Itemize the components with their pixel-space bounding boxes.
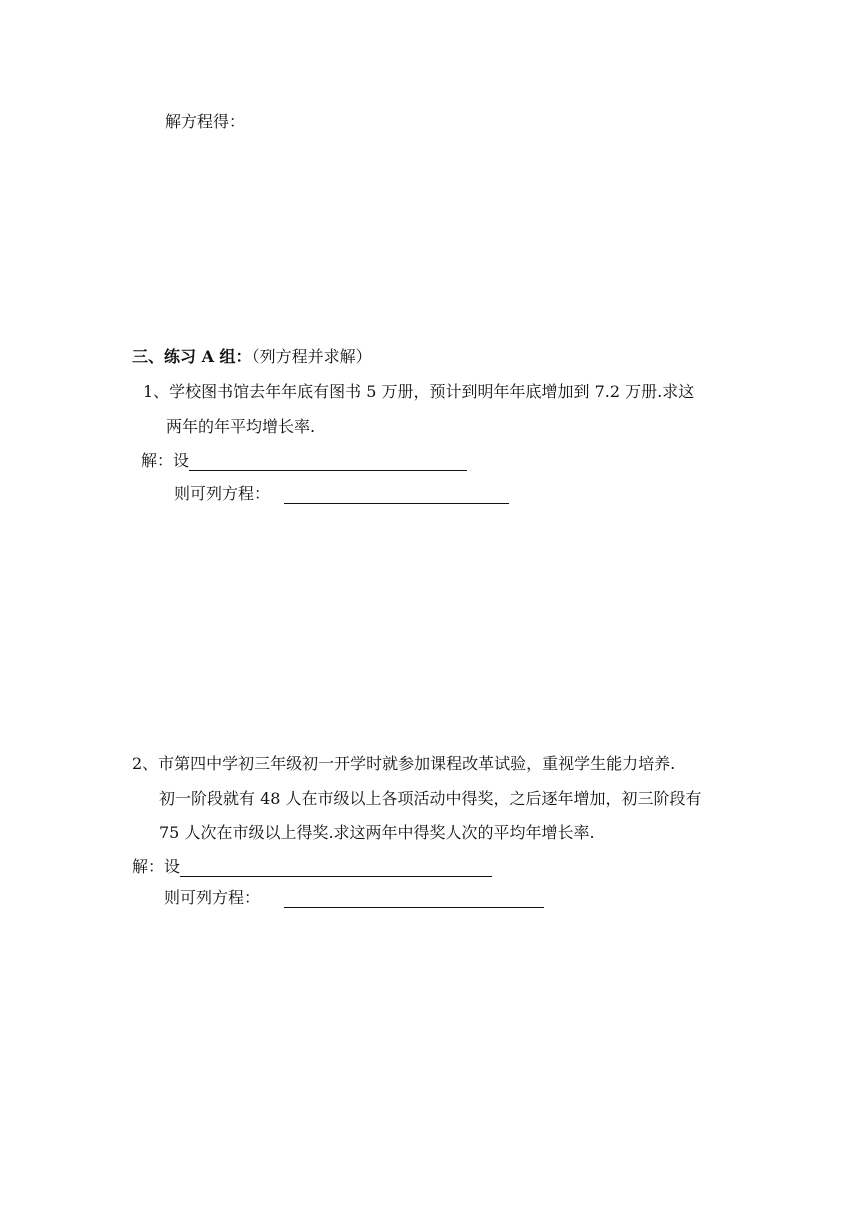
problem-2-line-2: 初一阶段就有 48 人在市级以上各项活动中得奖，之后逐年增加，初三阶段有 — [159, 789, 702, 808]
problem-2-line-3: 75 人次在市级以上得奖.求这两年中得奖人次的平均年增长率. — [159, 823, 595, 842]
section-title: 三、练习 A 组： — [132, 347, 252, 366]
problem-2-let-row — [132, 857, 492, 877]
problem-1-let-row — [141, 451, 467, 471]
problem-1-equation-row — [174, 484, 509, 504]
section-heading — [132, 347, 372, 367]
problem-2-equation-label: 则可列方程： — [164, 888, 261, 907]
problem-1-let-blank[interactable] — [189, 454, 467, 471]
problem-2-equation-blank[interactable] — [284, 891, 544, 908]
problem-1-line-1: 1、学校图书馆去年年底有图书 5 万册，预计到明年年底增加到 7.2 万册.求这 — [143, 382, 695, 401]
problem-2-let-label: 解：设 — [132, 857, 181, 876]
problem-2-line-1: 2、市第四中学初三年级初一开学时就参加课程改革试验，重视学生能力培养. — [132, 754, 676, 773]
problem-1-line-2: 两年的年平均增长率. — [166, 417, 316, 436]
problem-1-let-label: 解：设 — [141, 451, 190, 470]
problem-2-equation-row — [164, 888, 544, 908]
solve-equation-label: 解方程得： — [165, 112, 246, 131]
section-note: （列方程并求解） — [251, 347, 372, 366]
problem-2-let-blank[interactable] — [180, 860, 492, 877]
problem-1-equation-label: 则可列方程： — [174, 484, 271, 503]
problem-1-equation-blank[interactable] — [284, 487, 509, 504]
